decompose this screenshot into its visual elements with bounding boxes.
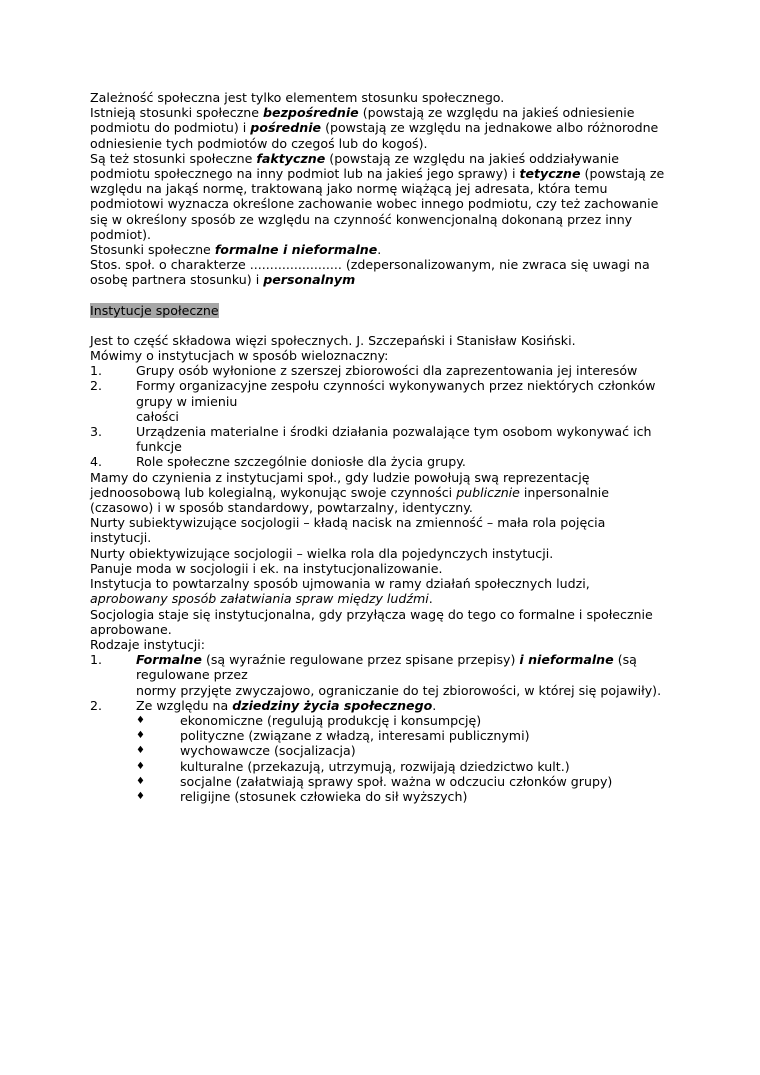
list-text: [136, 698, 670, 713]
list-number: 3.: [90, 424, 103, 440]
emphasis: Formalne: [136, 652, 202, 668]
bullet-text: wychowawcze (socjalizacja): [180, 743, 356, 759]
list-number: 2.: [90, 378, 103, 394]
list-text: Formy organizacyjne zespołu czynności wykonywanych przez niektórych członków grupy w imieniu: [136, 378, 656, 409]
list-continuation: normy przyjęte zwyczajowo, ograniczanie do tej zbiorowości, w której się pojawiły).: [136, 682, 662, 698]
text: .: [428, 591, 433, 607]
list-number: 1.: [90, 363, 103, 379]
paragraph-formal-informal: [90, 242, 670, 257]
bullet-text: ekonomiczne (regulują produkcję i konsumpcję): [180, 712, 482, 728]
list-item: [90, 378, 670, 408]
emphasis: tetyczne: [519, 166, 581, 182]
bullet-item: [90, 789, 670, 804]
paragraph-factual-thetic: [90, 151, 670, 242]
text: .: [432, 697, 437, 713]
emphasis: bezpośrednie: [263, 105, 359, 121]
text: (są regulowane przez: [136, 652, 637, 683]
paragraph-dependency: Zależność społeczna jest tylko elementem stosunku społecznego.: [90, 90, 505, 105]
bullet-text: polityczne (związane z władzą, interesami publicznymi): [180, 728, 530, 744]
emphasis: faktyczne: [256, 150, 326, 166]
emphasis: dziedziny życia społecznego: [232, 697, 433, 713]
document-page: [90, 90, 670, 804]
list-item: [90, 652, 670, 682]
text: Instytucja to powtarzalny sposób ujmowania w ramy działań społecznych ludzi,: [90, 576, 590, 592]
text: inpersonalnie (czasowo) i w sposób standardowy, powtarzalny, identyczny.: [90, 484, 610, 516]
paragraph-institution-definition: [90, 576, 670, 606]
list-item: [90, 424, 670, 454]
bullet-item: [90, 774, 670, 789]
emphasis: personalnym: [263, 272, 356, 288]
text: Stosunki społeczne: [90, 242, 215, 258]
text: (powstają ze względu na jakąś normę, traktowaną jako normę wiążącą jej adresata, która temu podmiotowi wyznacza określone zachowanie wobec innego podmiotu, czy też zachowanie się w określony sposób ze względu na czynność konwencjonalną dokonaną przez inny podmiot).: [90, 166, 665, 242]
italic-text: publicznie: [456, 484, 520, 500]
diamond-bullet-icon: ♦: [136, 775, 145, 787]
spacer: [90, 288, 670, 303]
bullet-text: kulturalne (przekazują, utrzymują, rozwijają dziedzictwo kult.): [180, 758, 570, 774]
text: .: [377, 242, 382, 258]
paragraph-subjective: Nurty subiektywizujące socjologii – kładą nacisk na zmienność – mała rola pojęcia instytucji.: [90, 515, 606, 546]
diamond-bullet-icon: ♦: [136, 745, 145, 757]
list-number: 1.: [90, 652, 103, 668]
text: (powstają ze względu na jednakowe albo różnorodne odniesienie tych podmiotów do czegoś lub do kogoś).: [90, 120, 659, 151]
paragraph-fashion: Panuje moda w socjologii i ek. na instytucjonalizowanie.: [90, 560, 443, 576]
list-item: [90, 454, 670, 469]
list-number: 4.: [90, 454, 103, 470]
paragraph-intro-2: Mówimy o instytucjach w sposób wieloznaczny:: [90, 348, 389, 364]
list-continuation: całości: [136, 408, 179, 424]
text: (powstają ze względu na jakieś oddziaływanie podmiotu społecznego na inny podmiot lub na jakieś jego sprawy) i: [90, 150, 619, 182]
list-text: [136, 652, 670, 682]
italic-text: aprobowany sposób załatwiania spraw między ludźmi: [90, 591, 429, 607]
bullet-item: [90, 743, 670, 758]
diamond-bullet-icon: ♦: [136, 714, 145, 726]
emphasis: formalne i nieformalne: [214, 242, 378, 258]
paragraph-personal: [90, 257, 670, 287]
list-text: Grupy osób wyłonione z szerszej zbiorowości dla zaprezentowania jej interesów: [136, 363, 638, 379]
spacer: [90, 318, 670, 333]
bullet-item: [90, 728, 670, 743]
text: Istnieją stosunki społeczne: [90, 105, 264, 121]
paragraph-sociology-institutional: Socjologia staje się instytucjonalna, gdy przyłącza wagę do tego co formalne i społecznie aprobowane.: [90, 606, 653, 637]
bullet-text: socjalne (załatwiają sprawy społ. ważna w odczuciu członków grupy): [180, 773, 613, 789]
bullet-item: [90, 759, 670, 774]
diamond-bullet-icon: ♦: [136, 730, 145, 742]
section-heading: [90, 303, 670, 318]
paragraph-direct-indirect: [90, 105, 670, 151]
text: Są też stosunki społeczne: [90, 150, 257, 166]
emphasis: i nieformalne: [519, 652, 614, 668]
highlighted-heading: Instytucje społeczne: [90, 302, 219, 318]
diamond-bullet-icon: ♦: [136, 790, 145, 802]
bullet-text: religijne (stosunek człowieka do sił wyższych): [180, 788, 468, 804]
bullet-item: [90, 713, 670, 728]
list-item: [90, 698, 670, 713]
text: Stos. społ. o charakterze ....................... (zdepersonalizowanym, nie zwraca się uwagi na osobę partnera stosunku) i: [90, 257, 650, 288]
list-text: Urządzenia materialne i środki działania pozwalające tym osobom wykonywać ich funkcje: [136, 424, 652, 455]
paragraph-types: Rodzaje instytucji:: [90, 636, 205, 652]
text: (powstają ze względu na jakieś odniesienie podmiotu do podmiotu) i: [90, 105, 635, 136]
paragraph-institutions-public: [90, 470, 670, 516]
text: Mamy do czynienia z instytucjami społ., gdy ludzie powołują swą reprezentację jednoosobową lub kolegialną, wykonując swoje czynności: [90, 469, 590, 500]
emphasis: pośrednie: [250, 120, 322, 136]
diamond-bullet-icon: ♦: [136, 760, 145, 772]
text: Ze względu na: [136, 697, 233, 713]
list-number: 2.: [90, 697, 103, 713]
paragraph-intro: Jest to część składowa więzi społecznych. J. Szczepański i Stanisław Kosiński.: [90, 332, 576, 348]
list-text: Role społeczne szczególnie doniosłe dla życia grupy.: [136, 454, 466, 470]
paragraph-objective: Nurty obiektywizujące socjologii – wielka rola dla pojedynczych instytucji.: [90, 545, 554, 561]
list-item: [90, 363, 670, 378]
text: (są wyraźnie regulowane przez spisane przepisy): [201, 652, 520, 668]
